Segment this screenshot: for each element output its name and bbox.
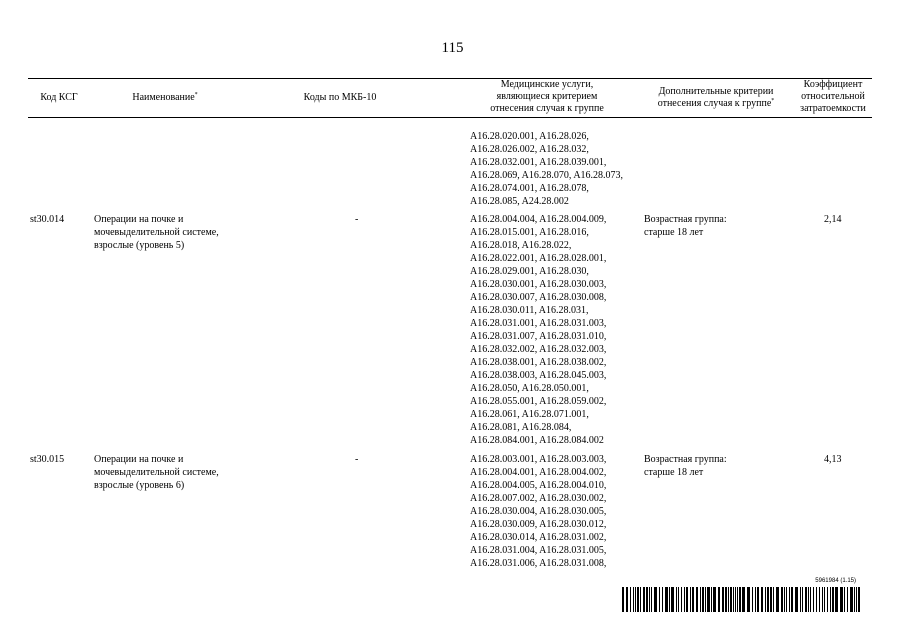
header-criteria: Дополнительные критерии отнесения случая к группе* <box>657 86 775 109</box>
header-services: Медицинские услуги, являющиеся критерием отнесения случая к группе <box>490 79 604 114</box>
header-mkb: Коды по МКБ-10 <box>303 92 377 103</box>
coefficient-cell: 4,13 <box>824 454 842 465</box>
header-coefficient: Коэффициент относительной затратоемкости <box>800 79 866 114</box>
barcode-bars-icon <box>622 587 862 612</box>
barcode-caption: 5961984 (1.15) <box>815 578 856 584</box>
criteria-cell: Возрастная группа: старше 18 лет <box>644 454 727 478</box>
table-header-rule <box>28 117 872 118</box>
mkb-cell: - <box>355 214 359 225</box>
services-cell: A16.28.003.001, A16.28.003.003, A16.28.004.001, A16.28.004.002, A16.28.004.005, A16.28.004.010, A16.28.007.002, A16.28.030.002, A16.28.030.004, A16.28.030.005, A16.28.030.009, A16.28.030.012, A16.28.030.014, A16.28.031.002, A16.28.031.004, A16.28.031.005, A16.28.031.006, A16.28.031.008, <box>470 454 607 569</box>
header-name: Наименование* <box>132 92 198 103</box>
services-cell: A16.28.020.001, A16.28.026, A16.28.026.002, A16.28.032, A16.28.032.001, A16.28.039.001, A16.28.069, A16.28.070, A16.28.073, A16.28.074.001, A16.28.078, A16.28.085, A24.28.002 <box>470 131 624 207</box>
services-cell: A16.28.004.004, A16.28.004.009, A16.28.015.001, A16.28.016, A16.28.018, A16.28.022, A16.28.022.001, A16.28.028.001, A16.28.029.001, A16.28.030, A16.28.030.001, A16.28.030.003, A16.28.030.007, A16.28.030.008, A16.28.030.011, A16.28.031, A16.28.031.001, A16.28.031.003, A16.28.031.007, A16.28.031.010, A16.28.032.002, A16.28.032.003, A16.28.038.001, A16.28.038.002, A16.28.038.003, A16.28.045.003, A16.28.050, A16.28.050.001, A16.28.055.001, A16.28.059.002, A16.28.061, A16.28.071.001, A16.28.081, A16.28.084, A16.28.084.001, A16.28.084.002 <box>470 214 607 446</box>
code-cell: st30.014 <box>30 214 65 225</box>
footnote-mark: * <box>194 92 198 98</box>
barcode <box>622 578 862 612</box>
name-cell: Операции на почке и мочевыделительной системе, взрослые (уровень 6) <box>94 454 219 491</box>
header-code: Код КСГ <box>40 92 78 103</box>
table-top-rule <box>28 78 872 79</box>
criteria-cell: Возрастная группа: старше 18 лет <box>644 214 727 238</box>
footnote-mark: * <box>771 98 775 104</box>
name-cell: Операции на почке и мочевыделительной системе, взрослые (уровень 5) <box>94 214 219 251</box>
code-cell: st30.015 <box>30 454 65 465</box>
page-number: 115 <box>441 40 464 56</box>
mkb-cell: - <box>355 454 359 465</box>
coefficient-cell: 2,14 <box>824 214 842 225</box>
